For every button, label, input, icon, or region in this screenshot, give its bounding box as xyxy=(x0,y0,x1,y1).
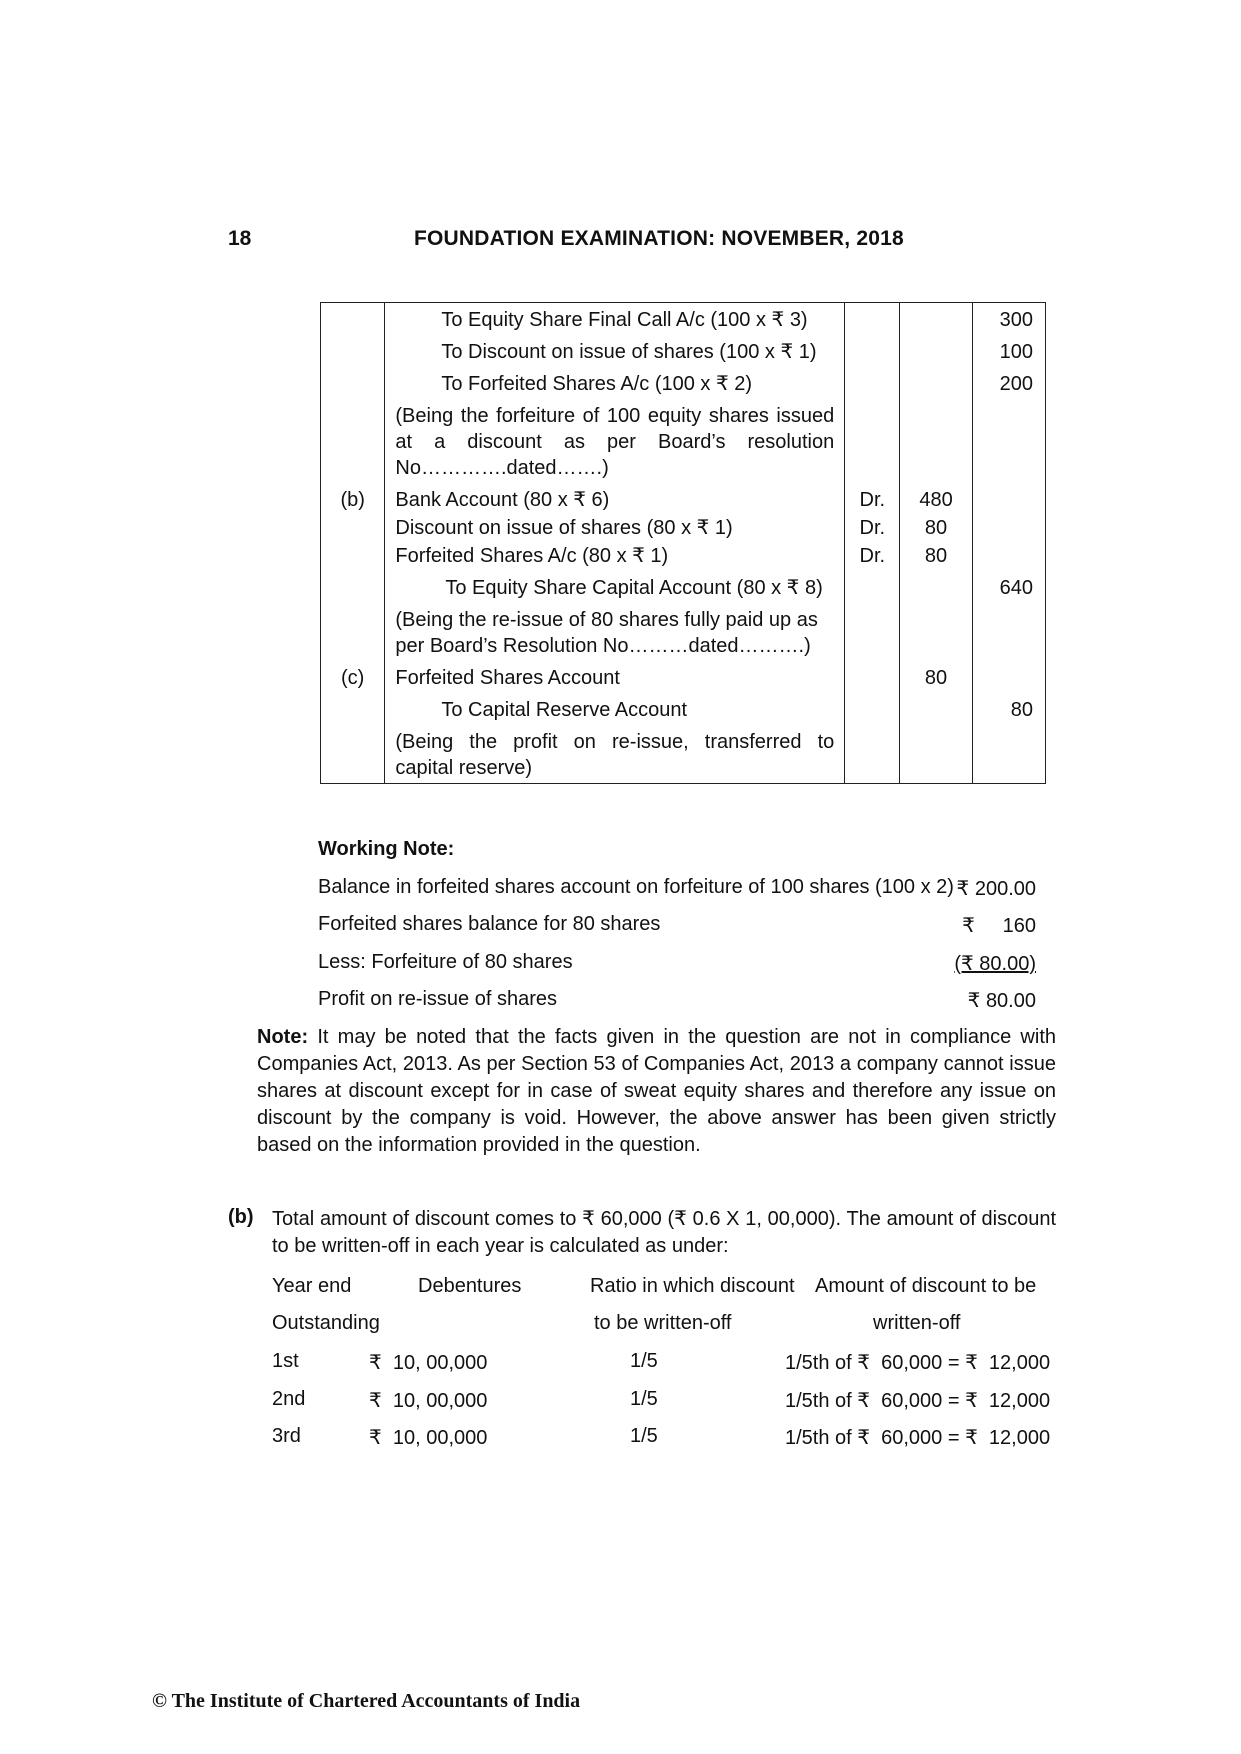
journal-label xyxy=(321,541,385,569)
journal-debit xyxy=(900,303,972,334)
working-note-text: Forfeited shares balance for 80 shares xyxy=(318,913,661,935)
journal-debit-text: 80 xyxy=(924,545,948,567)
journal-label xyxy=(321,569,385,601)
journal-particulars-text: To Equity Share Final Call A/c (100 x ₹ 3) xyxy=(441,309,808,331)
journal-dr xyxy=(845,481,900,513)
note-text: It may be noted that the facts given in the question are not in compliance with Companies Act, 2013. As per Section 53 of Companies Act, 2013 a company cannot issue shares at discount except for in case of sweat equity shares and therefore any issue on discount by the company is void. However, the above answer has been given strictly based on the information provided in the question. xyxy=(257,1026,1056,1156)
journal-debit xyxy=(900,397,972,481)
journal-row xyxy=(321,659,1046,691)
note-paragraph xyxy=(257,1024,1056,1159)
schedule-year: 1st xyxy=(272,1350,299,1372)
schedule-year: 3rd xyxy=(272,1425,301,1447)
journal-row xyxy=(321,691,1046,723)
journal-particulars-text: (Being the forfeiture of 100 equity shares issued at a discount as per Board’s resolution No………….dated…….) xyxy=(395,405,835,479)
schedule-header-debentures: Debentures xyxy=(418,1275,522,1297)
journal-label-text: (c) xyxy=(341,667,365,689)
working-note-row xyxy=(318,951,1036,974)
page-number: 18 xyxy=(228,227,252,250)
journal-particulars-text: Bank Account (80 x ₹ 6) xyxy=(395,489,610,511)
journal-dr xyxy=(845,333,900,365)
journal-credit-text: 100 xyxy=(999,341,1033,363)
journal-label xyxy=(321,397,385,481)
working-note-text: Profit on re-issue of shares xyxy=(318,988,557,1010)
journal-credit xyxy=(972,333,1045,365)
journal-credit xyxy=(972,601,1045,659)
journal-row xyxy=(321,365,1046,397)
journal-debit xyxy=(900,601,972,659)
journal-particulars xyxy=(385,569,845,601)
journal-particulars-text: Discount on issue of shares (80 x ₹ 1) xyxy=(395,517,733,539)
journal-particulars-text: To Forfeited Shares A/c (100 x ₹ 2) xyxy=(441,373,753,395)
note-label: Note: xyxy=(257,1026,309,1048)
schedule-header-ratio-2: to be written-off xyxy=(594,1312,732,1334)
journal-dr xyxy=(845,397,900,481)
journal-row xyxy=(321,601,1046,659)
journal-particulars-text: To Equity Share Capital Account (80 x ₹ 8) xyxy=(445,577,823,599)
journal-dr xyxy=(845,365,900,397)
journal-dr-text: Dr. xyxy=(859,545,886,567)
schedule-year: 2nd xyxy=(272,1388,306,1410)
schedule-header-amount-2: written-off xyxy=(873,1312,961,1334)
schedule-header-amount: Amount of discount to be xyxy=(815,1275,1037,1297)
journal-debit xyxy=(900,365,972,397)
journal-dr xyxy=(845,569,900,601)
journal-credit xyxy=(972,397,1045,481)
working-note-text: Balance in forfeited shares account on forfeiture of 100 shares (100 x 2) xyxy=(318,876,954,898)
journal-label xyxy=(321,659,385,691)
journal-credit xyxy=(972,513,1045,541)
journal-particulars xyxy=(385,659,845,691)
schedule-header-year: Year end xyxy=(272,1275,352,1297)
journal-label xyxy=(321,303,385,334)
journal-debit xyxy=(900,691,972,723)
journal-particulars-text: Forfeited Shares A/c (80 x ₹ 1) xyxy=(395,545,669,567)
journal-credit xyxy=(972,365,1045,397)
working-note-title: Working Note: xyxy=(318,838,455,860)
journal-dr xyxy=(845,723,900,784)
journal-dr-text: Dr. xyxy=(859,489,886,511)
journal-label xyxy=(321,513,385,541)
footer-copyright: © The Institute of Chartered Accountants of India xyxy=(152,1690,581,1712)
journal-particulars-text: To Capital Reserve Account xyxy=(441,699,688,721)
journal-particulars xyxy=(385,541,845,569)
page-title: FOUNDATION EXAMINATION: NOVEMBER, 2018 xyxy=(414,227,904,250)
journal-row xyxy=(321,481,1046,513)
working-note-row xyxy=(318,876,1036,899)
schedule-amount: 1/5th of ₹ 60,000 = ₹ 12,000 xyxy=(785,1352,1051,1374)
journal-particulars-text: (Being the re-issue of 80 shares fully paid up as per Board’s Resolution No………dated……….) xyxy=(395,609,818,657)
working-note-amount: ₹ 80.00 xyxy=(967,990,1036,1012)
journal-credit xyxy=(972,541,1045,569)
journal-dr xyxy=(845,513,900,541)
journal-credit xyxy=(972,481,1045,513)
journal-credit xyxy=(972,303,1045,334)
journal-particulars xyxy=(385,691,845,723)
schedule-amount: 1/5th of ₹ 60,000 = ₹ 12,000 xyxy=(785,1390,1051,1412)
journal-credit xyxy=(972,659,1045,691)
working-note-amount: (₹ 80.00) xyxy=(954,953,1036,975)
journal-particulars xyxy=(385,333,845,365)
journal-row xyxy=(321,541,1046,569)
journal-row xyxy=(321,303,1046,334)
journal-particulars xyxy=(385,481,845,513)
journal-particulars xyxy=(385,365,845,397)
journal-particulars-text: Forfeited Shares Account xyxy=(395,667,620,689)
working-note-amount: ₹ 160 xyxy=(962,915,1036,937)
journal-particulars xyxy=(385,723,845,784)
journal-particulars xyxy=(385,513,845,541)
journal-debit xyxy=(900,569,972,601)
journal-table xyxy=(320,302,1046,784)
journal-dr xyxy=(845,541,900,569)
journal-row xyxy=(321,723,1046,784)
journal-dr xyxy=(845,601,900,659)
journal-dr xyxy=(845,659,900,691)
journal-particulars xyxy=(385,397,845,481)
part-b-text: Total amount of discount comes to ₹ 60,000 (₹ 0.6 X 1, 00,000). The amount of discount to be written-off in each year is calculated as under: xyxy=(272,1208,1056,1257)
journal-particulars-text: (Being the profit on re-issue, transferred to capital reserve) xyxy=(395,731,835,779)
journal-debit-text: 480 xyxy=(919,489,953,511)
schedule-debentures: ₹ 10, 00,000 xyxy=(369,1427,488,1449)
journal-dr xyxy=(845,303,900,334)
schedule-ratio: 1/5 xyxy=(630,1350,658,1372)
journal-credit-text: 640 xyxy=(999,577,1033,599)
journal-credit-text: 300 xyxy=(999,309,1033,331)
journal-row xyxy=(321,513,1046,541)
journal-debit xyxy=(900,481,972,513)
journal-debit xyxy=(900,723,972,784)
journal-label xyxy=(321,333,385,365)
schedule-debentures: ₹ 10, 00,000 xyxy=(369,1352,488,1374)
journal-label xyxy=(321,481,385,513)
working-note-row xyxy=(318,913,1036,936)
journal-debit xyxy=(900,659,972,691)
journal-row xyxy=(321,569,1046,601)
journal-credit-text: 200 xyxy=(999,373,1033,395)
journal-credit xyxy=(972,691,1045,723)
journal-label-text: (b) xyxy=(340,489,365,511)
journal-label xyxy=(321,723,385,784)
journal-label xyxy=(321,691,385,723)
schedule-header-ratio: Ratio in which discount xyxy=(590,1275,795,1297)
journal-debit xyxy=(900,541,972,569)
schedule-debentures: ₹ 10, 00,000 xyxy=(369,1390,488,1412)
schedule-ratio: 1/5 xyxy=(630,1388,658,1410)
journal-dr-text: Dr. xyxy=(859,517,886,539)
journal-label xyxy=(321,365,385,397)
journal-particulars xyxy=(385,601,845,659)
journal-particulars-text: To Discount on issue of shares (100 x ₹ 1) xyxy=(441,341,817,363)
journal-row xyxy=(321,397,1046,481)
working-note-row xyxy=(318,988,1036,1011)
journal-credit xyxy=(972,569,1045,601)
working-note-amount: ₹ 200.00 xyxy=(956,878,1036,900)
journal-debit-text: 80 xyxy=(924,667,948,689)
journal-debit xyxy=(900,513,972,541)
schedule-ratio: 1/5 xyxy=(630,1425,658,1447)
journal-debit-text: 80 xyxy=(924,517,948,539)
working-note-text: Less: Forfeiture of 80 shares xyxy=(318,951,573,973)
journal-row xyxy=(321,333,1046,365)
journal-debit xyxy=(900,333,972,365)
journal-credit xyxy=(972,723,1045,784)
schedule-header-outstanding: Outstanding xyxy=(272,1312,380,1334)
journal-credit-text: 80 xyxy=(1010,699,1033,721)
journal-particulars xyxy=(385,303,845,334)
part-b-label: (b) xyxy=(228,1206,254,1228)
journal-label xyxy=(321,601,385,659)
journal-dr xyxy=(845,691,900,723)
schedule-amount: 1/5th of ₹ 60,000 = ₹ 12,000 xyxy=(785,1427,1051,1449)
